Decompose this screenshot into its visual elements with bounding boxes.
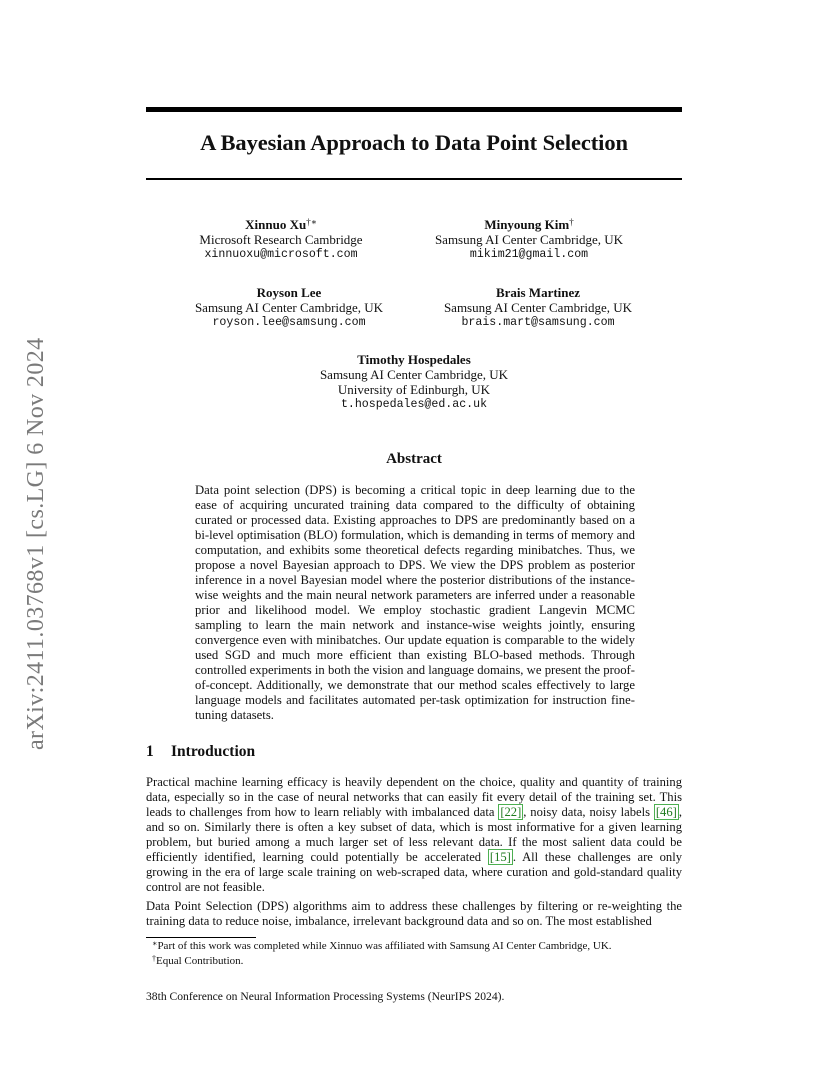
intro-paragraph: Data Point Selection (DPS) algorithms aim to address these challenges by filtering or re-weighting the training data to reduce noise, imbalance, irrelevant background data and so on. The most established bbox=[146, 899, 682, 928]
section-heading bbox=[146, 743, 255, 761]
author-email: xinnuoxu@microsoft.com bbox=[204, 248, 358, 261]
author-email: t.hospedales@ed.ac.uk bbox=[340, 398, 488, 411]
author-block bbox=[181, 217, 381, 262]
citation-link[interactable]: [15] bbox=[489, 850, 511, 864]
author-affiliation: Samsung AI Center Cambridge, UK bbox=[194, 300, 384, 315]
citation-link[interactable]: [22] bbox=[500, 805, 522, 819]
venue-note: 38th Conference on Neural Information Processing Systems (NeurIPS 2024). bbox=[146, 990, 505, 1003]
author-name: Timothy Hospedales bbox=[357, 352, 471, 367]
footnote-mark: ∗ bbox=[152, 939, 158, 948]
author-block bbox=[179, 285, 399, 330]
footnote-mark: † bbox=[152, 954, 156, 963]
author-name: Minyoung Kim bbox=[484, 217, 570, 232]
author-affiliation: Samsung AI Center Cambridge, UK bbox=[319, 367, 509, 382]
author-name: Xinnuo Xu bbox=[245, 217, 307, 232]
author-marks: † bbox=[569, 217, 574, 227]
author-email: brais.mart@samsung.com bbox=[461, 316, 615, 329]
arxiv-sidebar-stamp bbox=[20, 290, 52, 750]
abstract-text: Data point selection (DPS) is becoming a critical topic in deep learning due to the ease of acquiring uncurated training data compared to the difficulty of obtaining curated or processed data. Existing approaches to DPS are predominantly based on a bi-level optimisation (BLO) formulation, which is demanding in terms of memory and computation, and exhibits some theoretical defects regarding minibatches. Thus, we propose a novel Bayesian approach to DPS. We view the DPS problem as posterior inference in a novel Bayesian model where the posterior distributions of the instance-wise weights and the main neural network parameters are inferred under a reasonable prior and likelihood model. We employ stochastic gradient Langevin MCMC sampling to learn the main network and instance-wise weights jointly, ensuring convergence even with minibatches. Our update equation is comparable to the widely used SGD and much more efficient than existing BLO-based methods. Through controlled experiments in both the vision and language domains, we present the proof-of-concept. Additionally, we demonstrate that our method scales effectively to large language models and facilitates automated per-task optimization for instruction fine-tuning datasets. bbox=[195, 483, 635, 722]
section-number: 1 bbox=[146, 743, 154, 760]
author-block bbox=[428, 285, 648, 330]
author-affiliation: Microsoft Research Cambridge bbox=[199, 232, 363, 247]
footnote-rule bbox=[146, 937, 256, 938]
section-title: Introduction bbox=[171, 743, 256, 760]
author-affiliation: Samsung AI Center Cambridge, UK bbox=[443, 300, 633, 315]
footnote-text: Part of this work was completed while Xinnuo was affiliated with Samsung AI Center Cambridge, UK. bbox=[157, 940, 612, 952]
intro-paragraph bbox=[146, 775, 682, 895]
title-top-rule bbox=[146, 107, 682, 112]
author-affiliation: Samsung AI Center Cambridge, UK bbox=[434, 232, 624, 247]
footnote bbox=[152, 940, 612, 953]
footnote bbox=[152, 955, 243, 968]
citation-link[interactable]: [46] bbox=[655, 805, 677, 819]
paragraph-text: . All these challenges are only growing in the era of large scale training on web-scraped data, where curation and gold-standard quality control are not feasible. bbox=[146, 850, 683, 894]
paragraph-text: , noisy data, noisy labels bbox=[523, 805, 654, 819]
footnote-text: Equal Contribution. bbox=[156, 955, 244, 967]
author-block bbox=[304, 352, 524, 412]
paper-title: A Bayesian Approach to Data Point Selection bbox=[200, 130, 628, 155]
author-email: royson.lee@samsung.com bbox=[212, 316, 366, 329]
author-name: Brais Martinez bbox=[495, 285, 581, 300]
abstract-heading: Abstract bbox=[386, 451, 442, 467]
arxiv-identifier: arXiv:2411.03768v1 [cs.LG] 6 Nov 2024 bbox=[23, 337, 49, 750]
paragraph-text: , and so on. Similarly there is often a key subset of data, which is most informative for a given learning problem, but buried among a much larger set of less relevant data. If the most salient data could be efficiently identified, learning could potentially be accelerated bbox=[146, 805, 682, 864]
title-bottom-rule bbox=[146, 178, 682, 180]
author-email: mikim21@gmail.com bbox=[469, 248, 589, 261]
author-affiliation-secondary: University of Edinburgh, UK bbox=[337, 382, 491, 397]
author-block bbox=[419, 217, 639, 262]
paragraph-text: Practical machine learning efficacy is heavily dependent on the choice, quality and quantity of training data, especially so in the case of neural networks that can easily fit every detail of the training set. This leads to challenges from how to learn reliably with imbalanced data bbox=[146, 775, 682, 819]
author-name: Royson Lee bbox=[256, 285, 322, 300]
author-marks: †∗ bbox=[306, 217, 317, 227]
